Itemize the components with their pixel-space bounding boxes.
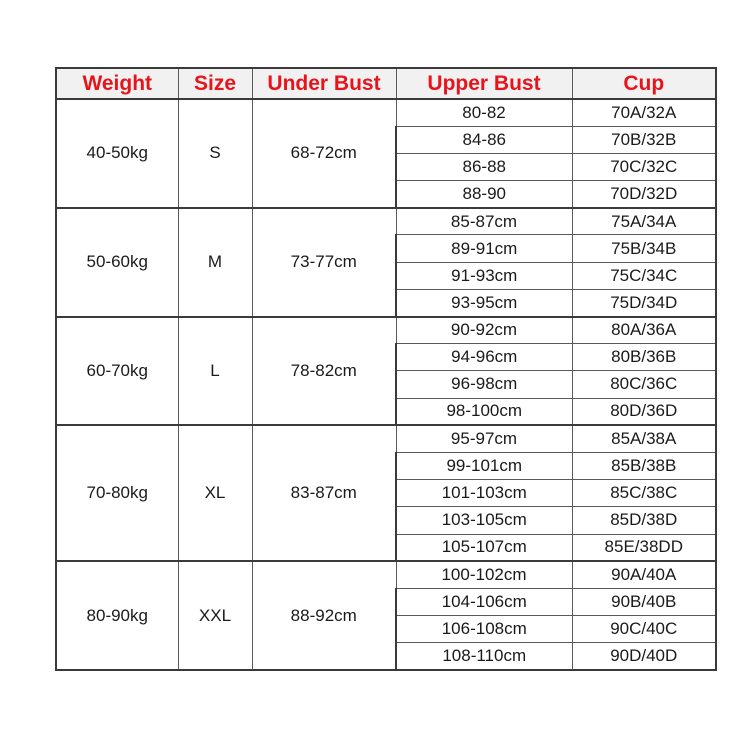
cup-cell: 90C/40C [572,616,716,643]
under-bust-cell: 78-82cm [252,317,396,426]
cup-cell: 75C/34C [572,262,716,289]
upper-bust-cell: 98-100cm [396,398,572,425]
under-bust-cell: 88-92cm [252,561,396,670]
cup-cell: 70D/32D [572,181,716,208]
cup-cell: 90A/40A [572,561,716,588]
table-row [56,317,716,344]
cup-cell: 85D/38D [572,507,716,534]
size-cell: XXL [178,561,252,670]
upper-bust-cell: 108-110cm [396,643,572,670]
upper-bust-cell: 88-90 [396,181,572,208]
upper-bust-cell: 91-93cm [396,262,572,289]
upper-bust-cell: 80-82 [396,99,572,126]
cup-cell: 70B/32B [572,126,716,153]
upper-bust-cell: 84-86 [396,126,572,153]
size-cell: M [178,208,252,317]
upper-bust-cell: 86-88 [396,153,572,180]
upper-bust-cell: 100-102cm [396,561,572,588]
upper-bust-cell: 94-96cm [396,344,572,371]
header-size: Size [178,68,252,99]
upper-bust-cell: 85-87cm [396,208,572,235]
under-bust-cell: 68-72cm [252,99,396,208]
upper-bust-cell: 95-97cm [396,425,572,452]
upper-bust-cell: 93-95cm [396,289,572,316]
cup-cell: 90D/40D [572,643,716,670]
weight-cell: 40-50kg [56,99,178,208]
size-cell: L [178,317,252,426]
weight-cell: 50-60kg [56,208,178,317]
table-row [56,425,716,452]
weight-cell: 60-70kg [56,317,178,426]
under-bust-cell: 83-87cm [252,425,396,561]
upper-bust-cell: 89-91cm [396,235,572,262]
upper-bust-cell: 105-107cm [396,534,572,561]
cup-cell: 85C/38C [572,480,716,507]
cup-cell: 70C/32C [572,153,716,180]
cup-cell: 80C/36C [572,371,716,398]
size-chart-header [56,68,716,99]
table-row [56,99,716,126]
header-under-bust: Under Bust [252,68,396,99]
cup-cell: 75B/34B [572,235,716,262]
cup-cell: 85A/38A [572,425,716,452]
upper-bust-cell: 104-106cm [396,588,572,615]
table-row [56,208,716,235]
cup-cell: 85B/38B [572,452,716,479]
size-cell: S [178,99,252,208]
header-upper-bust: Upper Bust [396,68,572,99]
cup-cell: 80D/36D [572,398,716,425]
upper-bust-cell: 96-98cm [396,371,572,398]
header-weight: Weight [56,68,178,99]
weight-cell: 80-90kg [56,561,178,670]
cup-cell: 85E/38DD [572,534,716,561]
upper-bust-cell: 99-101cm [396,452,572,479]
size-cell: XL [178,425,252,561]
size-chart-body [56,99,716,670]
under-bust-cell: 73-77cm [252,208,396,317]
cup-cell: 80B/36B [572,344,716,371]
cup-cell: 75D/34D [572,289,716,316]
cup-cell: 90B/40B [572,588,716,615]
table-row [56,561,716,588]
cup-cell: 70A/32A [572,99,716,126]
upper-bust-cell: 106-108cm [396,616,572,643]
header-row [56,68,716,99]
weight-cell: 70-80kg [56,425,178,561]
size-chart-table [55,67,717,671]
upper-bust-cell: 90-92cm [396,317,572,344]
cup-cell: 75A/34A [572,208,716,235]
cup-cell: 80A/36A [572,317,716,344]
upper-bust-cell: 103-105cm [396,507,572,534]
header-cup: Cup [572,68,716,99]
upper-bust-cell: 101-103cm [396,480,572,507]
